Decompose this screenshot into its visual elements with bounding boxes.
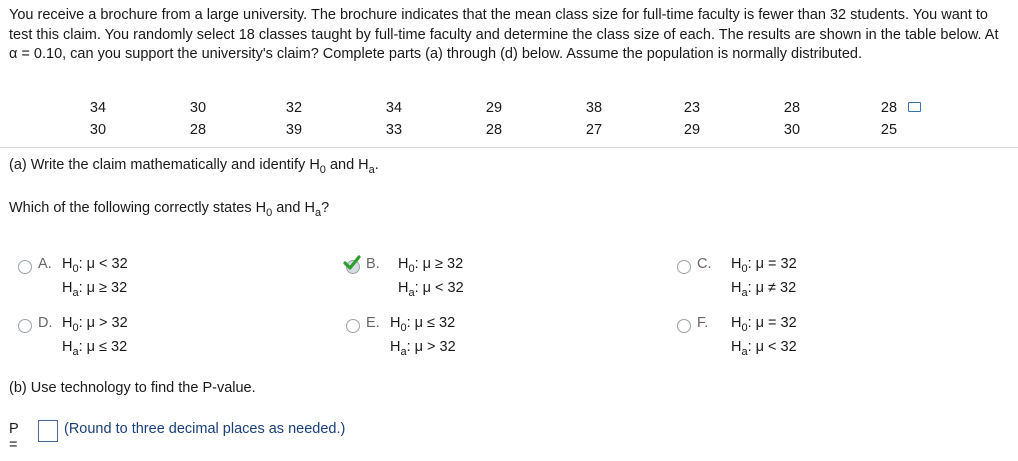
table-cell: 32 <box>285 100 303 116</box>
option-c[interactable]: C. $H_0$: μ = 32 $H_a$: μ ≠ 32 <box>677 256 927 302</box>
p-value-label: P = <box>9 421 19 453</box>
table-cell: 33 <box>385 122 403 138</box>
table-cell: 28 <box>880 100 898 116</box>
radio-button[interactable] <box>677 319 691 333</box>
table-cell: 30 <box>189 100 207 116</box>
radio-button[interactable] <box>18 260 32 274</box>
radio-button[interactable] <box>346 319 360 333</box>
table-cell: 29 <box>683 122 701 138</box>
table-cell: 28 <box>485 122 503 138</box>
table-cell: 38 <box>585 100 603 116</box>
table-cell: 25 <box>880 122 898 138</box>
table-cell: 30 <box>89 122 107 138</box>
copy-data-icon[interactable] <box>908 102 921 112</box>
rounding-hint: (Round to three decimal places as needed.) <box>64 421 346 437</box>
problem-statement: You receive a brochure from a large university. The brochure indicates that the mean class size for full-time faculty is fewer than 32 students. You want to test this claim. You randomly select 18 classes taught by full-time faculty and determine the class size of each. The results are shown in the table below. At α = 0.10, can you support the university's claim? Complete parts (a) through (d) below. Assume the population is normally distributed. <box>9 7 999 62</box>
table-cell: 39 <box>285 122 303 138</box>
radio-button[interactable] <box>677 260 691 274</box>
table-cell: 34 <box>89 100 107 116</box>
table-cell: 27 <box>585 122 603 138</box>
p-value-input[interactable] <box>38 420 58 442</box>
question-prompt: Which of the following correctly states $H_0$ and $H_a$? <box>9 200 330 219</box>
divider <box>0 147 1018 148</box>
option-a[interactable]: A. $H_0$: μ < 32 $H_a$: μ ≥ 32 <box>18 256 268 302</box>
radio-button[interactable] <box>18 319 32 333</box>
checkmark-icon <box>342 253 362 273</box>
table-cell: 29 <box>485 100 503 116</box>
data-table <box>0 97 1018 141</box>
option-b[interactable]: B. $H_0$: μ ≥ 32 $H_a$: μ < 32 <box>346 256 596 302</box>
option-e[interactable]: E. $H_0$: μ ≤ 32 $H_a$: μ > 32 <box>346 315 596 361</box>
part-b-prompt: (b) Use technology to find the P-value. <box>9 380 256 396</box>
table-cell: 23 <box>683 100 701 116</box>
option-d[interactable]: D. $H_0$: μ > 32 $H_a$: μ ≤ 32 <box>18 315 268 361</box>
part-a-prompt: (a) Write the claim mathematically and identify $H_0$ and $H_a$. <box>9 157 379 176</box>
table-cell: 34 <box>385 100 403 116</box>
table-cell: 28 <box>783 100 801 116</box>
option-f[interactable]: F. $H_0$: μ = 32 $H_a$: μ < 32 <box>677 315 927 361</box>
table-cell: 28 <box>189 122 207 138</box>
table-cell: 30 <box>783 122 801 138</box>
